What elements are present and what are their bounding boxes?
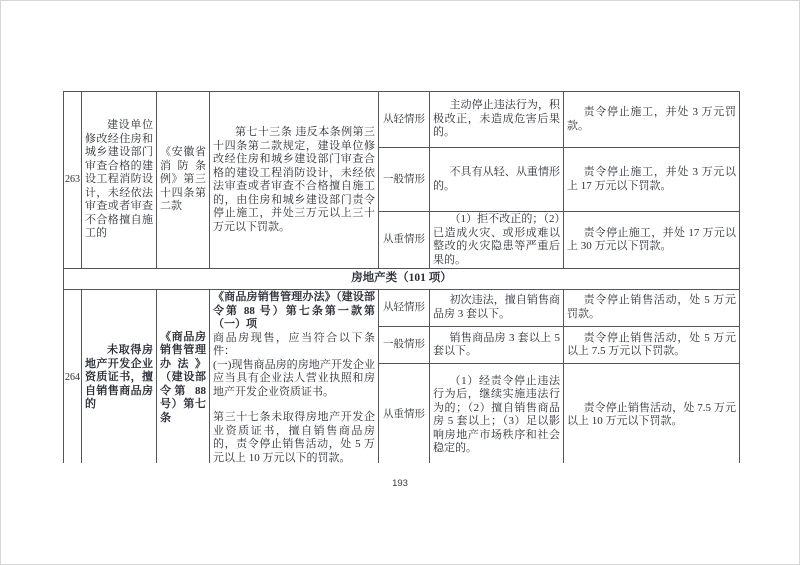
circumstance-cell: 初次违法，擅自销售商品房 3 套以下。 (430, 290, 564, 327)
table-row (64, 92, 740, 148)
circumstance-cell: 销售商品房 3 套以上 5 套以下。 (430, 326, 564, 364)
circumstance-cell: 主动停止违法行为，积极改正，未造成危害后果的。 (430, 92, 564, 148)
violation-cell: 未取得房地产开发企业资质证书，擅自销售商品房的 (82, 290, 157, 464)
penalty-cell: 责令停止施工，并处 3 万元罚款。 (564, 92, 740, 148)
severity-label: 从重情形 (379, 212, 430, 269)
severity-label: 从轻情形 (379, 290, 430, 327)
row-number: 263 (64, 92, 82, 269)
statute-gap (213, 399, 375, 411)
page-number: 193 (392, 478, 408, 489)
circumstance-cell: （1）拒不改正的；（2）已造成火灾、或形成难以整改的火灾隐患等严重后果的。 (430, 212, 564, 269)
severity-label: 一般情形 (379, 148, 430, 212)
table-row (64, 290, 740, 327)
penalty-cell: 责令停止施工，并处 17 万元以上 30 万元以下罚款。 (564, 212, 740, 269)
statute-line: 商品房现售，应当符合以下条件： (213, 331, 375, 357)
statute-line: (一)现售商品房的房地产开发企业应当具有企业法人营业执照和房地产开发企业资质证书。 (213, 358, 375, 398)
legal-basis-cell: 《安徽省消防条例》第三十四条第二款 (157, 92, 210, 269)
penalty-cell: 责令停止销售活动，处 7.5 万元以上 10 万元以下罚款。 (564, 364, 740, 463)
statute-title: 《商品房销售管理办法》（建设部令第 88 号）第七条第一款第（一）项 (213, 291, 375, 330)
legal-basis-cell: 《商品房销售管理办法》（建设部令第 88 号）第七条 (157, 290, 210, 464)
penalty-cell: 责令停止施工，并处 3 万元以上 17 万元以下罚款。 (564, 148, 740, 212)
circumstance-cell: 不具有从轻、从重情形的。 (430, 148, 564, 212)
section-header: 房地产类（101 项） (64, 269, 740, 290)
severity-label: 一般情形 (379, 326, 430, 364)
statute-cell (210, 290, 379, 464)
severity-label: 从轻情形 (379, 92, 430, 148)
penalty-cell: 责令停止销售活动，处 5 万元罚款。 (564, 290, 740, 327)
severity-label: 从重情形 (379, 364, 430, 463)
section-header-row (64, 269, 740, 290)
penalty-table (63, 91, 740, 463)
penalty-table-wrap (63, 91, 741, 463)
row-number: 264 (64, 290, 82, 464)
penalty-cell: 责令停止销售活动，处 5 万元以上 7.5 万元以下罚款。 (564, 326, 740, 364)
statute-text (213, 291, 375, 463)
statute-extra: 第三十七条未取得房地产开发企业资质证书，擅自销售商品房的，责令停止销售活动，处 5 万元以上 10 万元以下的罚款。 (213, 411, 375, 463)
statute-cell: 第七十三条 违反本条例第三十四条第二款规定，建设单位修改经住房和城乡建设部门审查合格的建设工程消防设计，未经依法审查或者审查不合格擅自施工的，由住房和城乡建设部门责令停止施工，并处三万元以上三十万元以下罚款。 (210, 92, 379, 269)
violation-cell: 建设单位修改经住房和城乡建设部门审查合格的建设工程消防设计，未经依法审查或者审查不合格擅自施工的 (82, 92, 157, 269)
circumstance-cell: （1）经责令停止违法行为后，继续实施违法行为的；（2）擅自销售商品房 5 套以上；（3）足以影响房地产市场秩序和社会稳定的。 (430, 364, 564, 463)
